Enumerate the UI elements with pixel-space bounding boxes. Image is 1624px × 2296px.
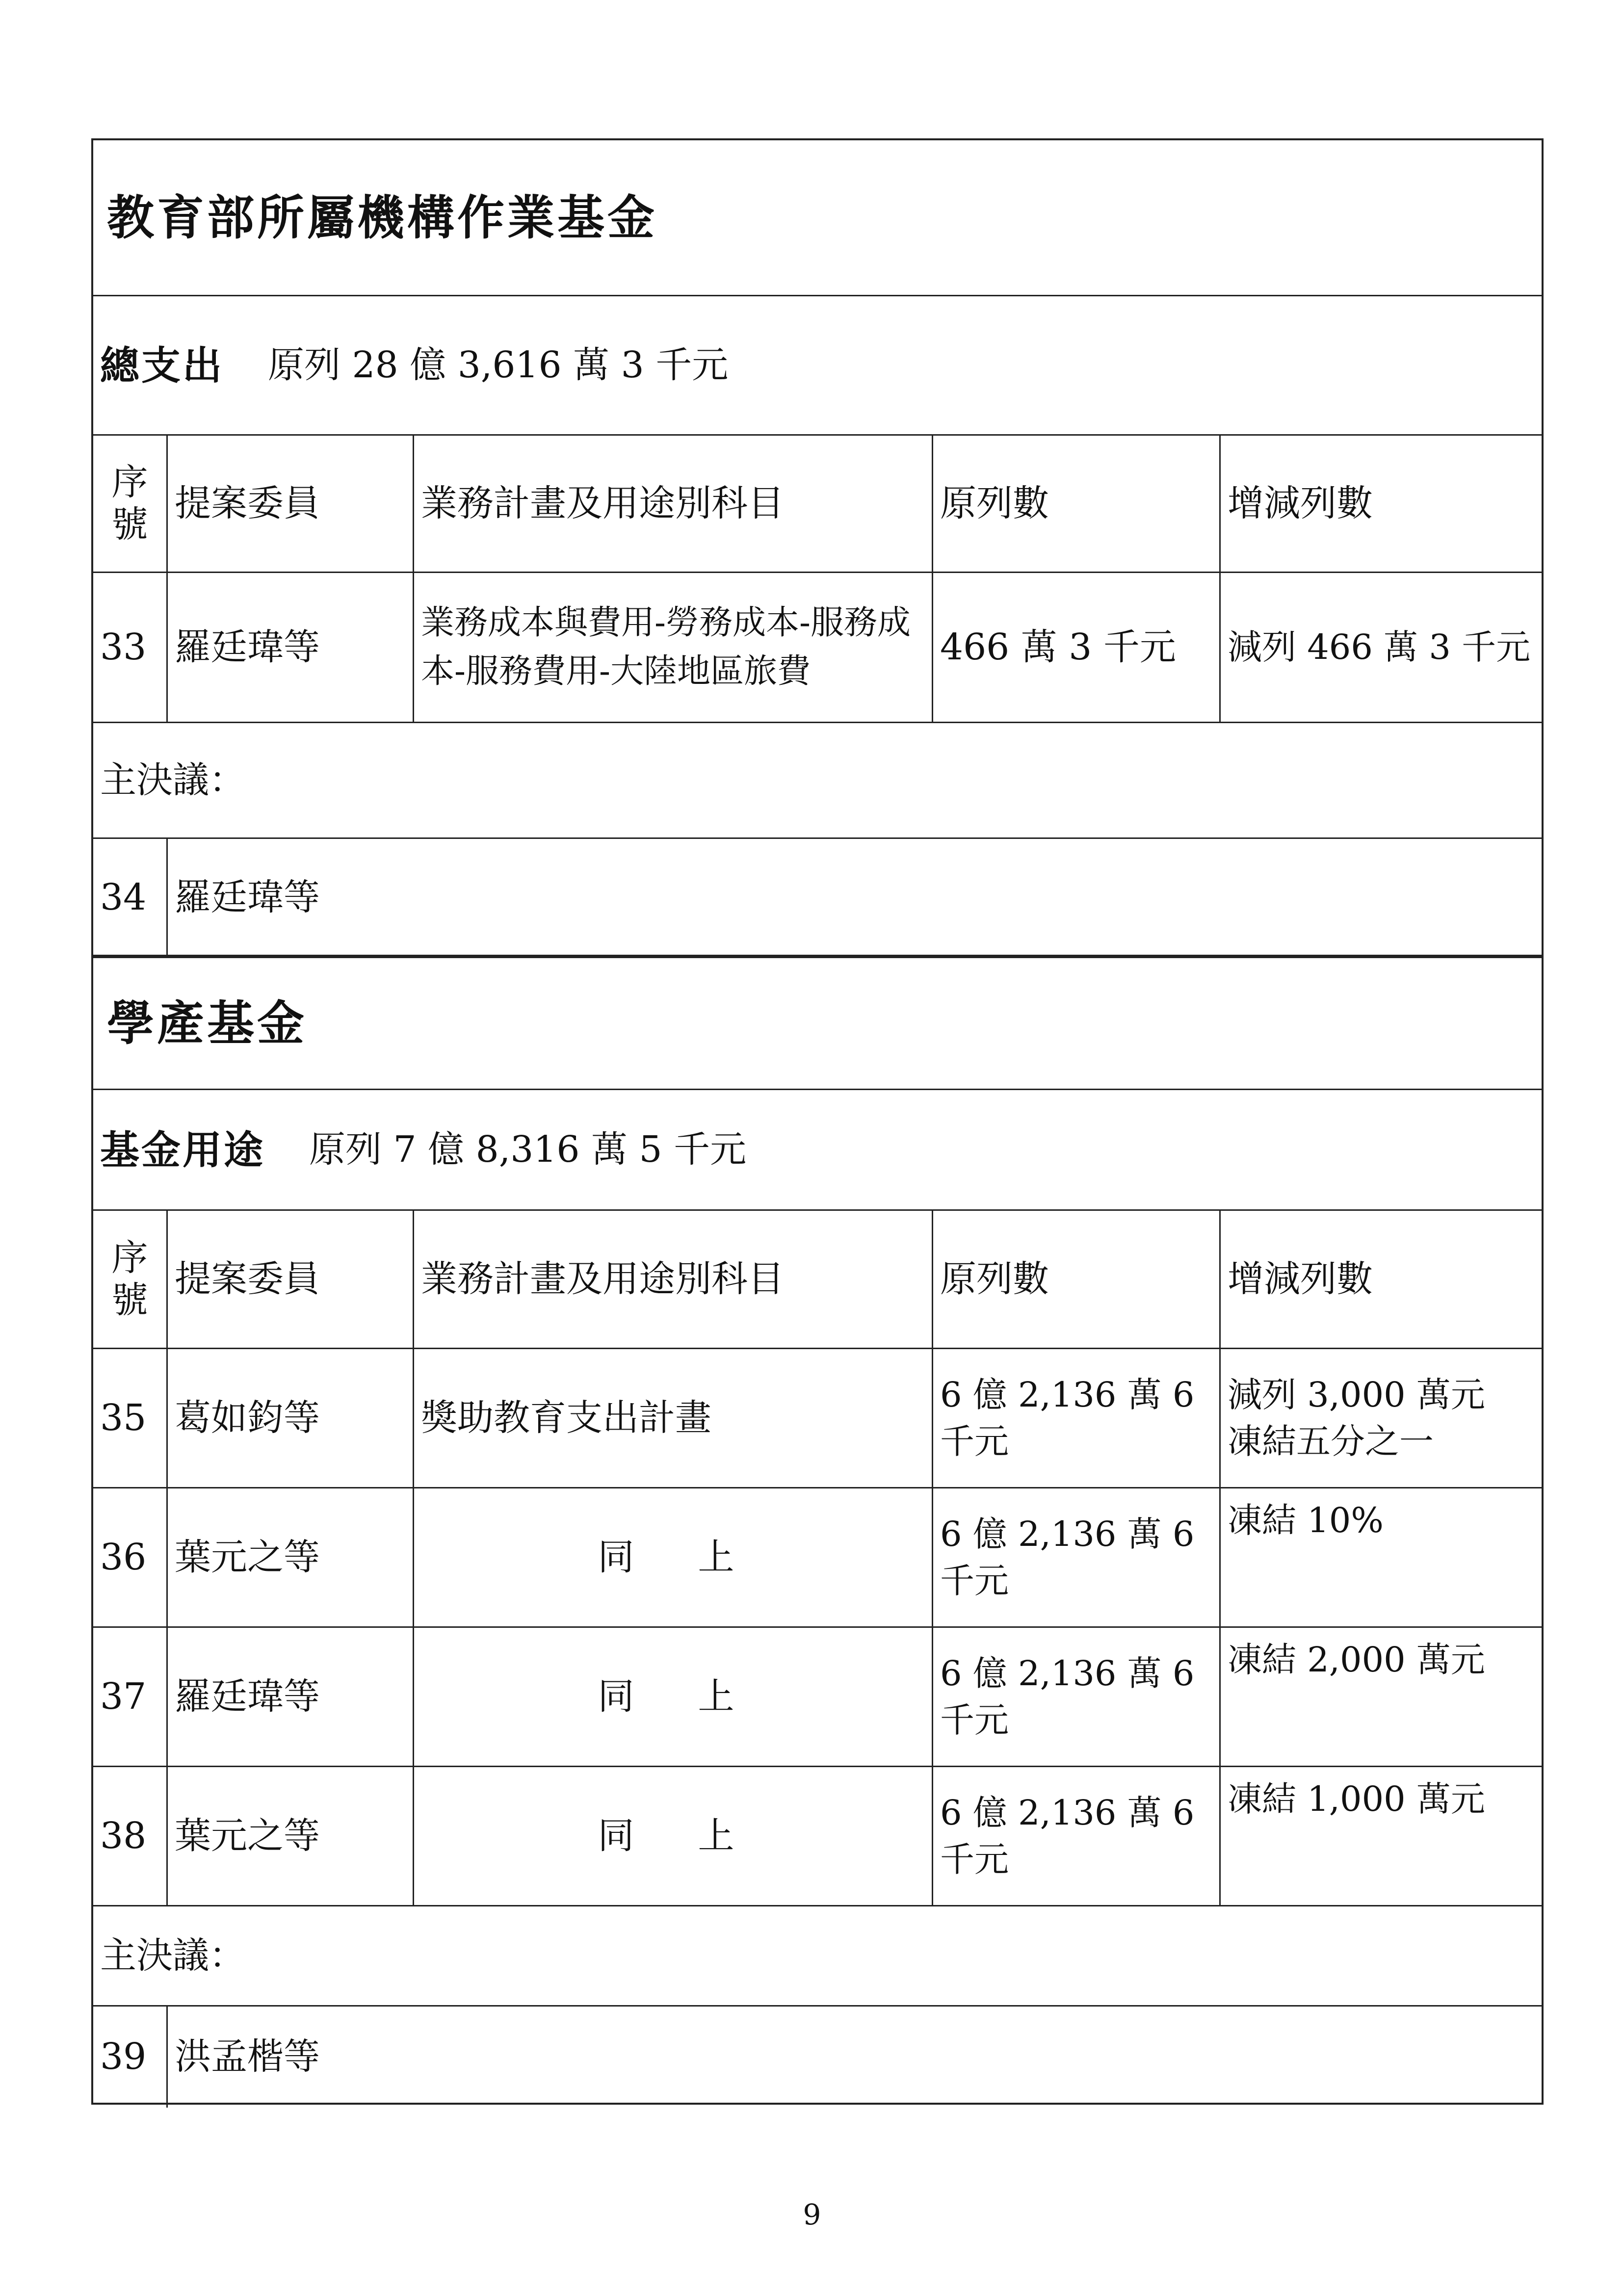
row-orig: 466 萬 3 千元 bbox=[933, 573, 1221, 722]
table-section-2 bbox=[91, 957, 1544, 2105]
table-row bbox=[93, 1488, 1542, 1628]
row-item: 獎助教育支出計畫 bbox=[414, 1349, 933, 1487]
table-row bbox=[93, 1349, 1542, 1488]
row-member: 羅廷瑋等 bbox=[168, 1628, 414, 1766]
row-no: 38 bbox=[93, 1767, 168, 1905]
table-row bbox=[93, 573, 1542, 723]
row-member: 葉元之等 bbox=[168, 1767, 414, 1905]
table-row bbox=[93, 1767, 1542, 1906]
resolution-label-row bbox=[93, 1906, 1542, 2007]
section-2-title-row bbox=[93, 957, 1542, 1090]
section-2-subtitle-row bbox=[93, 1090, 1542, 1211]
section-1-subtitle-amount: 原列 28 億 3,616 萬 3 千元 bbox=[268, 343, 729, 386]
row-no: 37 bbox=[93, 1628, 168, 1766]
section-2-subtitle-label: 基金用途 bbox=[100, 1126, 265, 1173]
section-1-subtitle-row bbox=[93, 296, 1542, 436]
row-change-line1: 減列 3,000 萬元 bbox=[1228, 1375, 1485, 1415]
section-1-title: 教育部所屬機構作業基金 bbox=[107, 189, 657, 245]
row-change: 凍結 1,000 萬元 bbox=[1228, 1779, 1485, 1819]
row-no: 36 bbox=[93, 1488, 168, 1626]
row-orig: 6 億 2,136 萬 6 千元 bbox=[933, 1767, 1221, 1905]
row-change: 減列 466 萬 3 千元 bbox=[1228, 627, 1531, 668]
row-no: 39 bbox=[93, 2007, 168, 2108]
row-item: 業務成本與費用-勞務成本-服務成本-服務費用-大陸地區旅費 bbox=[414, 573, 933, 722]
row-no: 35 bbox=[93, 1349, 168, 1487]
header-member: 提案委員 bbox=[168, 1211, 414, 1348]
resolution-label: 主決議： bbox=[100, 1934, 245, 1977]
row-no: 34 bbox=[93, 839, 168, 957]
row-item: 同 上 bbox=[414, 1767, 933, 1905]
resolution-label-row bbox=[93, 723, 1542, 839]
section-2-title: 學產基金 bbox=[107, 995, 307, 1051]
header-orig: 原列數 bbox=[933, 1211, 1221, 1348]
table-row bbox=[93, 1628, 1542, 1767]
row-orig: 6 億 2,136 萬 6 千元 bbox=[933, 1628, 1221, 1766]
section-2-subtitle-amount: 原列 7 億 8,316 萬 5 千元 bbox=[309, 1128, 747, 1171]
header-item: 業務計畫及用途別科目 bbox=[414, 436, 933, 572]
header-orig: 原列數 bbox=[933, 436, 1221, 572]
row-orig: 6 億 2,136 萬 6 千元 bbox=[933, 1349, 1221, 1487]
row-member: 洪孟楷等 bbox=[175, 2035, 320, 2078]
header-no: 序 號 bbox=[111, 1237, 148, 1321]
header-item: 業務計畫及用途別科目 bbox=[414, 1211, 933, 1348]
header-change: 增減列數 bbox=[1228, 482, 1373, 524]
row-no: 33 bbox=[93, 573, 168, 722]
section-1-title-row bbox=[93, 140, 1542, 296]
table-row bbox=[93, 2007, 1542, 2108]
row-member: 羅廷瑋等 bbox=[175, 876, 320, 919]
row-item: 同 上 bbox=[414, 1628, 933, 1766]
row-member: 葛如鈞等 bbox=[168, 1349, 414, 1487]
row-change-line2: 凍結五分之一 bbox=[1228, 1421, 1434, 1461]
row-item: 同 上 bbox=[414, 1488, 933, 1626]
table-section-1 bbox=[91, 138, 1544, 957]
section-1-header-row bbox=[93, 436, 1542, 573]
table-row bbox=[93, 839, 1542, 957]
row-change: 凍結 10% bbox=[1228, 1500, 1384, 1540]
header-change: 增減列數 bbox=[1228, 1257, 1373, 1300]
section-1-subtitle-label: 總支出 bbox=[100, 342, 224, 389]
header-member: 提案委員 bbox=[168, 436, 414, 572]
page-number: 9 bbox=[803, 2198, 821, 2231]
row-member: 羅廷瑋等 bbox=[168, 573, 414, 722]
section-2-header-row bbox=[93, 1211, 1542, 1349]
row-member: 葉元之等 bbox=[168, 1488, 414, 1626]
header-no: 序 號 bbox=[111, 461, 148, 546]
row-change: 凍結 2,000 萬元 bbox=[1228, 1640, 1485, 1680]
row-orig: 6 億 2,136 萬 6 千元 bbox=[933, 1488, 1221, 1626]
resolution-label: 主決議： bbox=[100, 758, 245, 801]
